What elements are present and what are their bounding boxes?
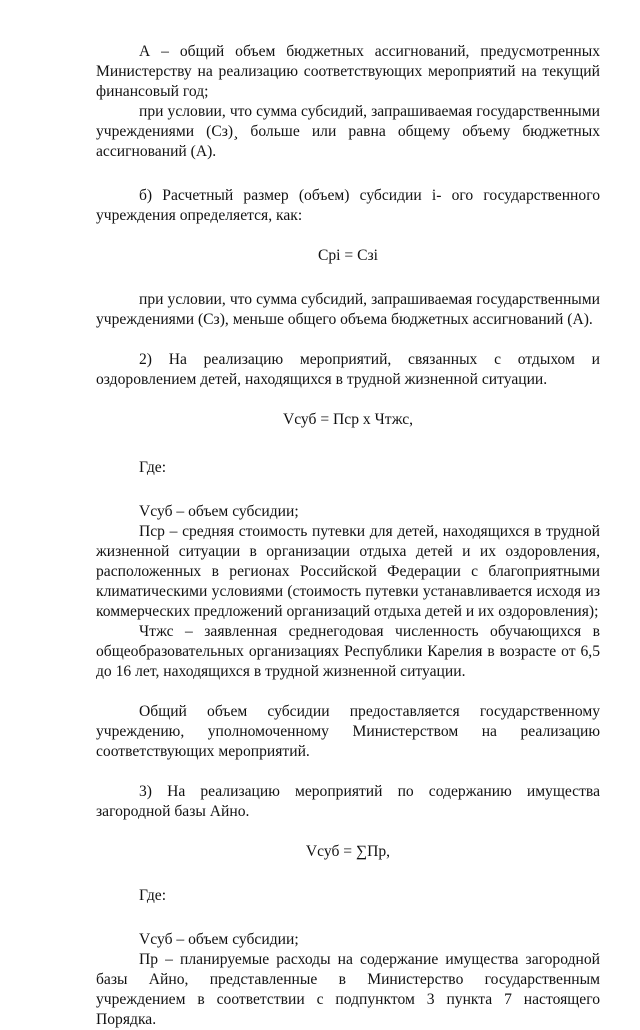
paragraph-condition-less: при условии, что сумма субсидий, запрашиваемая государственными учреждениями (Сз), меньше общего объема бюджетных ассигнований (А). bbox=[96, 291, 600, 328]
formula-vsub-1: Vсуб = Пср х Чтжс, bbox=[282, 411, 414, 428]
definition-psr: Пср – средняя стоимость путевки для детей, находящихся в трудной жизненной ситуации в организации отдыха детей и их оздоровления, расположенных в регионах Российской Федерации с благоприятными климатическими условиями (стоимость путевки устанавливается исходя из коммерческих предложений организаций отдыха детей и их оздоровления); bbox=[96, 523, 600, 620]
where-label-1: Где: bbox=[139, 459, 167, 476]
formula-vsub-2: Vсуб = ∑Пр, bbox=[305, 843, 391, 860]
definition-pr: Пр – планируемые расходы на содержание имущества загородной базы Айно, представленные в Министерство государственным учреждением в соответствии с подпунктом 3 пункта 7 настоящего Порядка. bbox=[96, 951, 600, 1028]
paragraph-total-subsidy: Общий объем субсидии предоставляется государственному учреждению, уполномоченному Министерством на реализацию соответствующих мероприятий. bbox=[96, 703, 600, 760]
paragraph-condition-greater: при условии, что сумма субсидий, запрашиваемая государственными учреждениями (Сз)¸ больше или равна общему объему бюджетных ассигнований (А). bbox=[96, 103, 600, 160]
paragraph-item-3: 3) На реализацию мероприятий по содержанию имущества загородной базы Айно. bbox=[96, 783, 600, 820]
where-label-2: Где: bbox=[139, 887, 167, 904]
formula-cp bbox=[96, 246, 600, 266]
paragraph-item-2: 2) На реализацию мероприятий, связанных с отдыхом и оздоровлением детей, находящихся в трудной жизненной ситуации. bbox=[96, 351, 600, 388]
paragraph-definition-a: А – общий объем бюджетных ассигнований, предусмотренных Министерству на реализацию соответствующих мероприятий на текущий финансовый год; bbox=[96, 43, 600, 100]
definition-vsub-1: Vсуб – объем субсидии; bbox=[139, 503, 299, 520]
paragraph-b-calculation: б) Расчетный размер (объем) субсидии i- ого государственного учреждения определяется, как: bbox=[96, 187, 600, 224]
formula-cp-text: Cpi = Сзi bbox=[317, 247, 378, 264]
definition-chtzhs: Чтжс – заявленная среднегодовая численность обучающихся в общеобразовательных организациях Республики Карелия в возрасте от 6,5 до 16 лет, находящихся в трудной жизненной ситуации. bbox=[96, 623, 600, 680]
definition-vsub-2: Vсуб – объем субсидии; bbox=[139, 931, 299, 948]
